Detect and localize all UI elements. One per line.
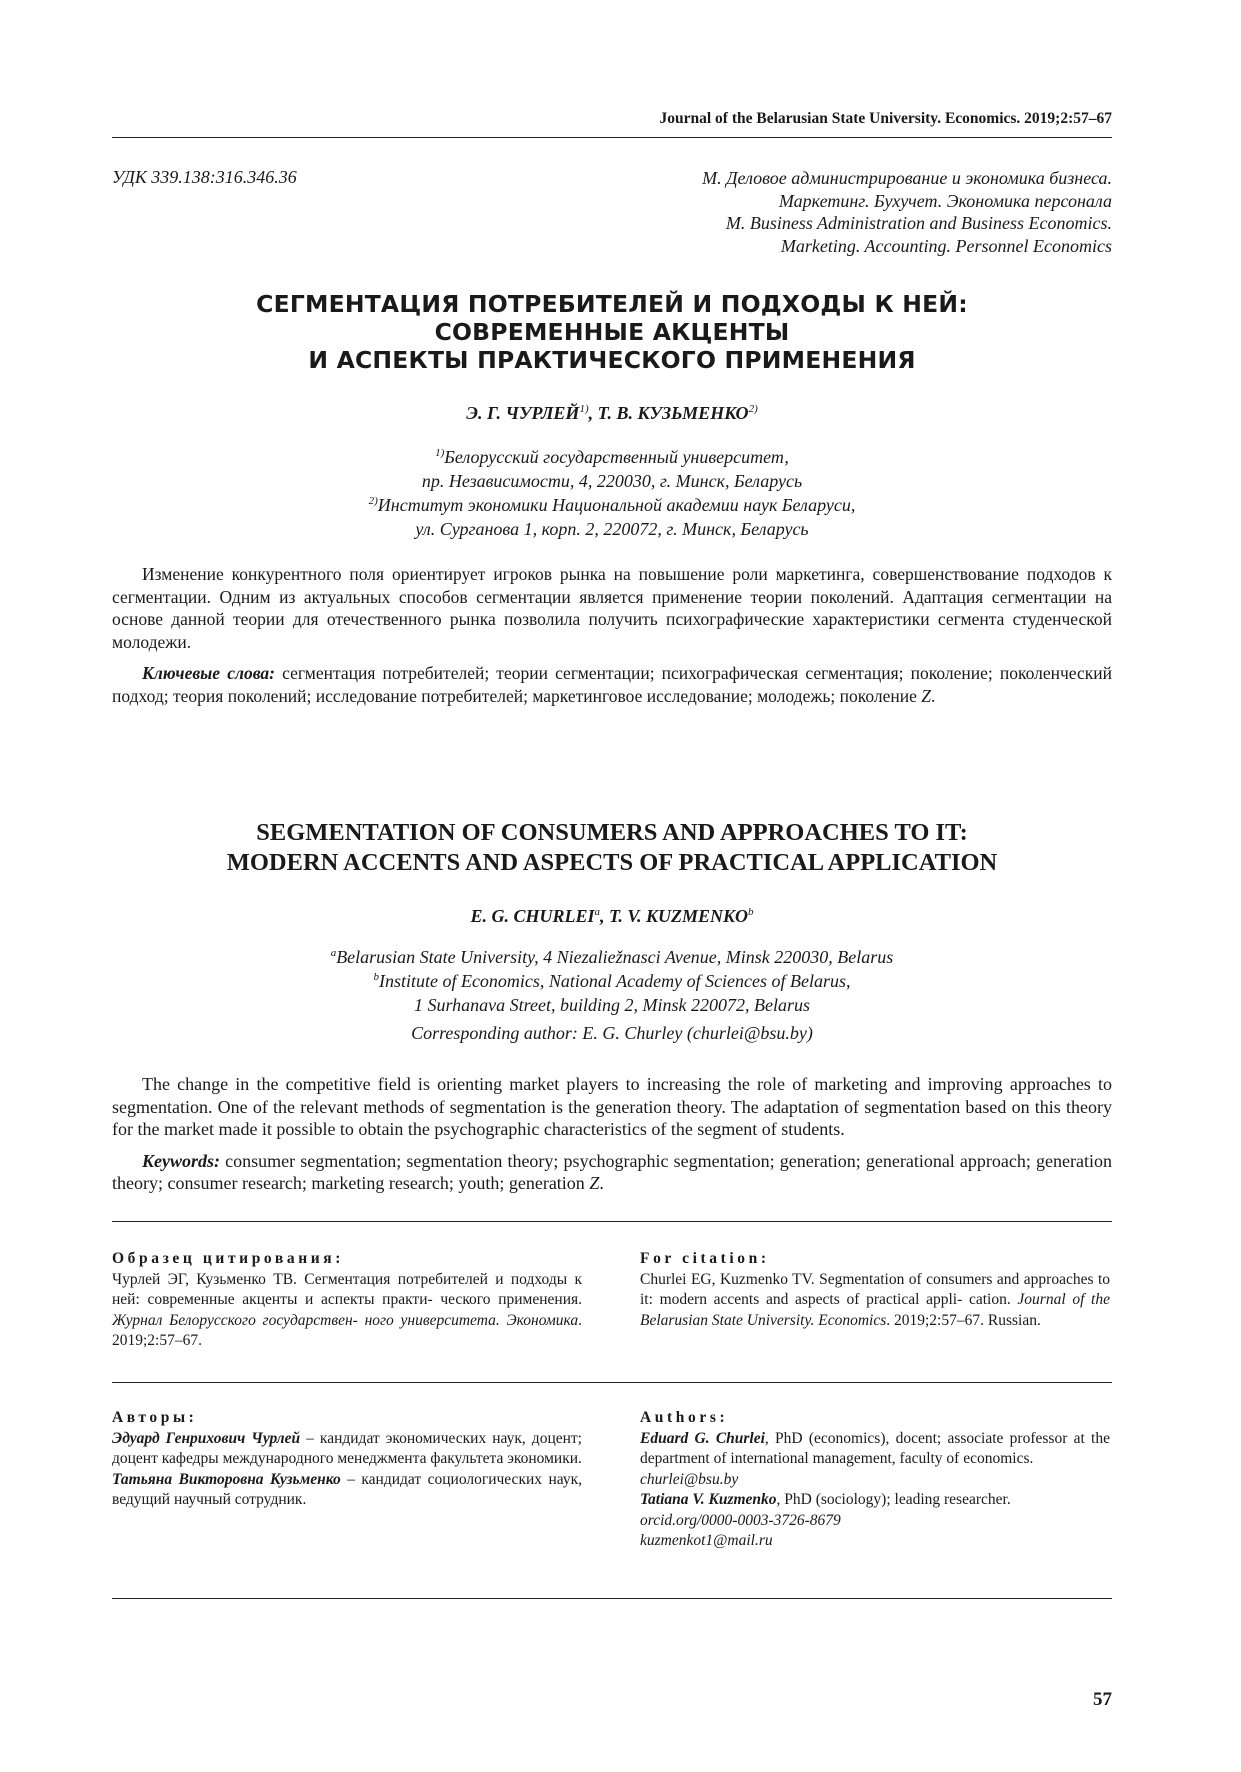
citation-heading: Образец цитирования:	[112, 1250, 345, 1267]
title-line: СОВРЕМЕННЫЕ АКЦЕНТЫ	[434, 318, 790, 346]
abstract-english	[112, 1073, 1112, 1195]
rubric-line: Маркетинг. Бухучет. Экономика персонала	[778, 190, 1112, 211]
keywords-end: Z	[921, 685, 932, 706]
author-name: Э. Г. ЧУРЛЕЙ	[466, 403, 580, 423]
citation-text: cation.	[968, 1291, 1018, 1308]
author-name: T. V. KUZMENKO	[608, 906, 749, 926]
author-email-link[interactable]: kuzmenkot1@mail.ru	[640, 1532, 773, 1549]
rubric-line: Marketing. Accounting. Personnel Economics	[780, 235, 1112, 256]
author-bio: – кандидат экономических наук, доцент; доцент кафедры международного менеджмента факультета экономики.	[112, 1429, 582, 1467]
author-separator: ,	[599, 906, 609, 926]
title-line: И АСПЕКТЫ ПРАКТИЧЕСКОГО ПРИМЕНЕНИЯ	[308, 346, 916, 374]
author-name: Т. В. КУЗЬМЕНКО	[597, 403, 749, 423]
corresponding-author: Corresponding author: E. G. Churley (churlei@bsu.by)	[411, 1023, 813, 1043]
citation-text: 2019;2:57–67. Russian.	[894, 1311, 1041, 1329]
affiliation-mark: 1)	[435, 447, 445, 459]
citation-text: approaches to it: modern accents and aspects of practical appli-	[640, 1270, 1111, 1308]
affiliations-russian	[112, 445, 1112, 541]
author-separator: ,	[588, 403, 598, 423]
citation-text: . 2019;2:57–67.	[112, 1311, 582, 1349]
keywords-tail: .	[931, 685, 936, 706]
citation-journal: Журнал Белорусского государствен-	[112, 1311, 358, 1329]
affiliation-mark: b	[748, 906, 754, 918]
authors-info-english	[640, 1408, 1110, 1552]
affiliation-line: Институт экономики Национальной академии наук Беларуси,	[377, 495, 856, 515]
author-fullname: Eduard G. Churlei	[640, 1429, 765, 1447]
rubric	[702, 167, 1112, 257]
affiliation-line: Institute of Economics, National Academy of Sciences of Belarus,	[378, 971, 851, 991]
udc-code: УДК 339.138:316.346.36	[112, 167, 297, 187]
author-fullname: Эдуард Генрихович Чурлей	[112, 1429, 301, 1447]
author-orcid-link[interactable]: orcid.org/0000-0003-3726-8679	[640, 1511, 841, 1529]
keywords-paragraph	[112, 662, 1112, 707]
header-rule	[112, 137, 1112, 138]
abstract-russian	[112, 563, 1112, 707]
citation-journal: Journal of the Belarusian State University. Economics	[640, 1291, 1110, 1329]
citation-text: Чурлей ЭГ, Кузьменко ТВ. Сегментация потребителей	[112, 1270, 488, 1288]
author-email-link[interactable]: churlei@bsu.by	[640, 1470, 739, 1488]
citation-text: ческого применения.	[440, 1291, 583, 1308]
affiliation-mark: b	[373, 971, 379, 983]
abstract-text: Изменение конкурентного поля ориентирует игроков рынка на повышение роли маркетинга, совершенствование подходов к сегментации. Одним из актуальных способов сегментации является применение теории поколений. Адаптация сегментации на основе данной теории для отечественного рынка позволила получить психографические характеристики сегмента студенческой молодежи.	[112, 564, 1112, 652]
author-bio: , PhD (economics), docent; associate professor at the department of international management, faculty of economics.	[640, 1429, 1110, 1467]
citation-text: и подходы к ней: современные акценты и аспекты практи-	[112, 1270, 583, 1308]
authors-heading: Authors:	[640, 1409, 729, 1426]
authors-russian	[112, 403, 1112, 424]
title-russian	[112, 290, 1112, 374]
title-line: SEGMENTATION OF CONSUMERS AND APPROACHES TO IT:	[256, 819, 968, 846]
authors-heading: Авторы:	[112, 1409, 198, 1426]
citation-heading: For citation:	[640, 1250, 770, 1267]
keywords-tail: .	[599, 1173, 604, 1193]
citation-journal: ного университета. Экономика	[364, 1311, 579, 1329]
affiliation-mark: a	[330, 947, 337, 959]
title-line: СЕГМЕНТАЦИЯ ПОТРЕБИТЕЛЕЙ И ПОДХОДЫ К НЕЙ:	[256, 290, 968, 318]
keywords-label: Keywords:	[142, 1150, 220, 1171]
citation-text: Churlei EG, Kuzmenko TV. Segmentation of consumers and	[640, 1270, 1020, 1288]
keywords-text: сегментация потребителей; теории сегментации; психографическая сегментация; поколение; поколенческий подход; теория поколений; исследование потребителей; маркетинговое исследование; молодежь; поколение	[112, 663, 1112, 706]
affiliation-line: Belarusian State University, 4 Niezaliežnasci Avenue, Minsk 220030, Belarus	[336, 947, 894, 967]
authors-info-russian	[112, 1408, 582, 1511]
keywords-text: consumer segmentation; segmentation theory; psychographic segmentation; generation; generational approach; generation theory; consumer research; marketing research; youth; generation	[112, 1150, 1112, 1193]
citation-english	[640, 1249, 1110, 1331]
citation-text: .	[886, 1311, 891, 1329]
affiliations-english	[112, 945, 1112, 1045]
page-number: 57	[1093, 1689, 1112, 1710]
author-name: E. G. CHURLEI	[470, 906, 595, 926]
authors-bottom-rule	[112, 1598, 1112, 1599]
title-english	[112, 818, 1112, 878]
keywords-paragraph	[112, 1150, 1112, 1195]
authors-top-rule	[112, 1382, 1112, 1383]
author-fullname: Tatiana V. Kuzmenko	[640, 1491, 777, 1508]
rubric-line: M. Business Administration and Business Economics.	[725, 213, 1112, 233]
authors-english	[112, 906, 1112, 927]
citation-russian	[112, 1249, 582, 1352]
author-bio: , PhD (sociology); leading researcher.	[776, 1491, 1011, 1508]
citation-top-rule	[112, 1221, 1112, 1222]
keywords-end: Z	[589, 1173, 600, 1193]
running-head: Journal of the Belarusian State University. Economics. 2019;2:57–67	[659, 110, 1112, 127]
affiliation-mark: 2)	[748, 403, 758, 415]
author-fullname: Татьяна Викторовна Кузьменко	[112, 1470, 341, 1488]
affiliation-mark: a	[594, 906, 600, 918]
abstract-text: The change in the competitive field is orienting market players to increasing the role of marketing and improving approaches to segmentation. One of the relevant methods of segmentation is the generation theory. The adaptation of segmentation based on this theory for the market made it possible to obtain the psychographic characteristics of the segment of students.	[112, 1074, 1112, 1139]
rubric-line: M. Деловое администрирование и экономика бизнеса.	[702, 168, 1112, 188]
affiliation-mark: 1)	[579, 403, 589, 415]
title-line: MODERN ACCENTS AND ASPECTS OF PRACTICAL APPLICATION	[226, 849, 998, 876]
affiliation-line: пр. Независимости, 4, 220030, г. Минск, Беларусь	[421, 471, 803, 491]
keywords-label: Ключевые слова:	[142, 663, 275, 683]
author-bio: – кандидат социологических наук, ведущий научный сотрудник.	[112, 1470, 582, 1508]
affiliation-mark: 2)	[368, 495, 378, 507]
affiliation-line: Белорусский государственный университет,	[444, 447, 789, 467]
affiliation-line: ул. Сурганова 1, корп. 2, 220072, г. Минск, Беларусь	[415, 519, 809, 539]
affiliation-line: 1 Surhanava Street, building 2, Minsk 220072, Belarus	[414, 995, 810, 1015]
